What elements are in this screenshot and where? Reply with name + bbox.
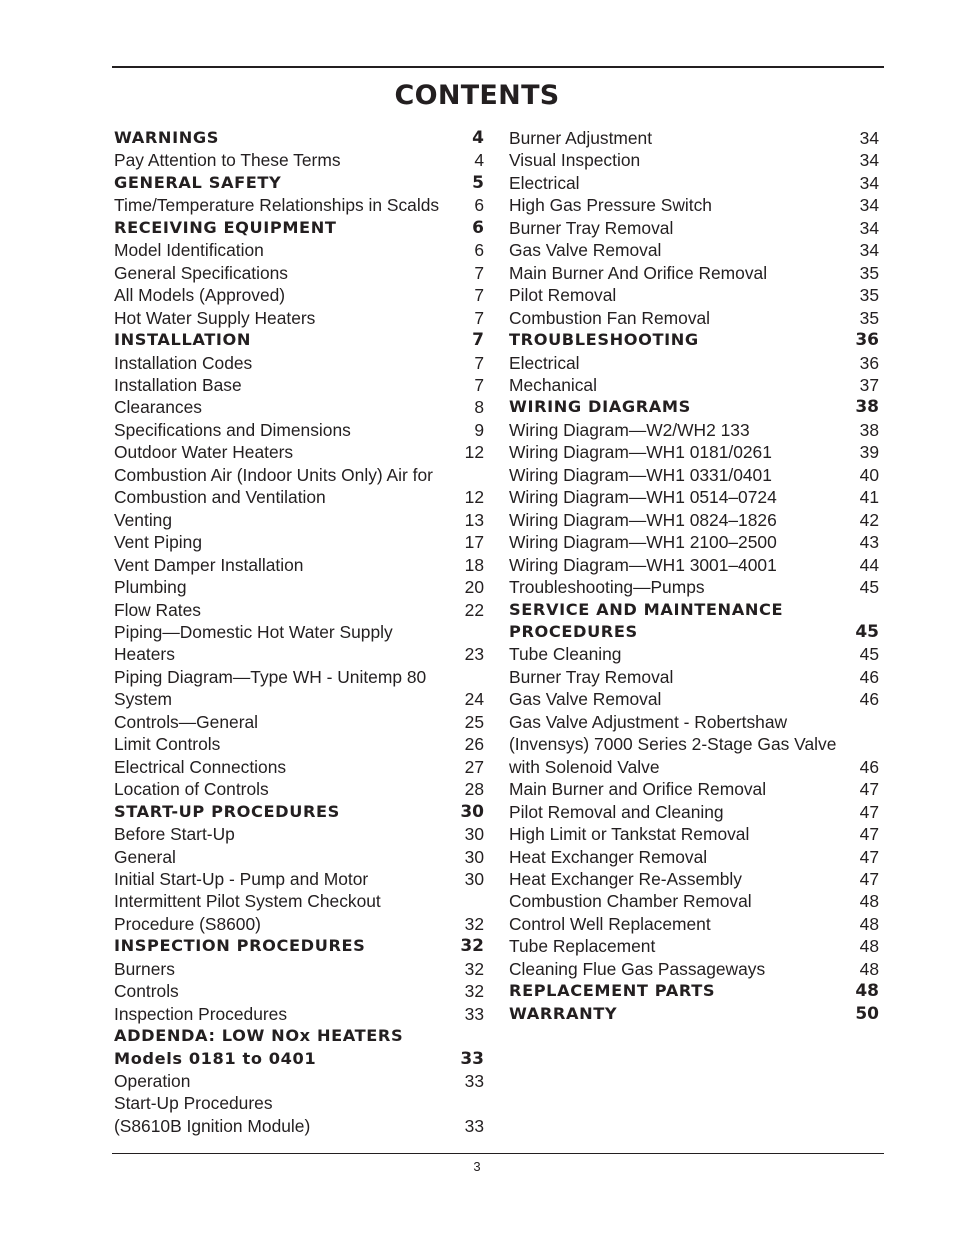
toc-entry-label: Specifications and Dimensions — [114, 419, 351, 440]
toc-entry-page: 34 — [859, 217, 879, 238]
toc-entry — [114, 778, 484, 800]
toc-entry-page: 7 — [474, 285, 484, 306]
toc-entry-page: 30 — [464, 846, 484, 867]
toc-entry-label: Vent Piping — [114, 532, 202, 553]
toc-entry-page: 34 — [859, 195, 879, 216]
toc-entry-label: Wiring Diagram—WH1 0331/0401 — [509, 464, 772, 485]
toc-entry-page: 47 — [859, 824, 879, 845]
toc-entry-page: 37 — [859, 374, 879, 395]
toc-entry — [114, 419, 484, 441]
toc-entry — [509, 419, 879, 441]
toc-entry-label: Burner Tray Removal — [509, 666, 674, 687]
toc-entry-label: WARRANTY — [509, 1003, 618, 1023]
toc-entry-page: 30 — [464, 824, 484, 845]
toc-entry — [509, 643, 879, 665]
toc-entry — [509, 374, 879, 396]
toc-entry-page: 4 — [472, 128, 484, 148]
toc-entry-page: 7 — [472, 330, 484, 351]
toc-entry — [114, 958, 484, 980]
toc-entry — [509, 576, 879, 598]
toc-entry-page: 48 — [859, 958, 879, 979]
toc-entry-page: 47 — [859, 779, 879, 800]
toc-section-heading — [509, 599, 879, 644]
toc-entry — [509, 823, 879, 845]
toc-entry-page: 36 — [855, 330, 879, 351]
toc-entry — [509, 217, 879, 239]
toc-entry — [114, 262, 484, 284]
toc-entry-label: Wiring Diagram—WH1 2100–2500 — [509, 532, 777, 553]
toc-left-column — [114, 127, 484, 1137]
toc-section-heading — [509, 396, 879, 418]
toc-entry-page: 34 — [859, 128, 879, 148]
toc-entry-page: 47 — [859, 868, 879, 889]
toc-entry-page: 26 — [464, 734, 484, 755]
toc-entry — [114, 284, 484, 306]
toc-entry — [114, 599, 484, 621]
bottom-rule — [112, 1153, 884, 1154]
toc-entry-label: Electrical — [509, 172, 580, 193]
toc-entry — [509, 464, 879, 486]
toc-entry-page: 12 — [464, 487, 484, 508]
toc-entry-page: 41 — [859, 487, 879, 508]
toc-entry-label: START-UP PROCEDURES — [114, 801, 340, 821]
toc-entry — [509, 172, 879, 194]
toc-entry-page: 33 — [464, 1003, 484, 1024]
toc-entry-page: 27 — [464, 756, 484, 777]
toc-entry-label: Inspection Procedures — [114, 1003, 288, 1024]
toc-entry — [509, 935, 879, 957]
top-rule — [112, 66, 884, 68]
toc-entry — [114, 711, 484, 733]
toc-entry — [509, 958, 879, 980]
toc-entry — [509, 239, 879, 261]
toc-entry-page: 6 — [474, 195, 484, 216]
toc-entry-page: 36 — [859, 352, 879, 373]
toc-section-heading — [114, 1025, 484, 1070]
toc-entry — [509, 778, 879, 800]
toc-entry-page: 25 — [464, 711, 484, 732]
toc-section-heading — [114, 329, 484, 351]
toc-entry — [114, 576, 484, 598]
toc-entry — [509, 868, 879, 890]
toc-entry-label: Visual Inspection — [509, 150, 641, 171]
toc-entry-label: Vent Damper Installation — [114, 554, 304, 575]
toc-entry-page: 34 — [859, 240, 879, 261]
toc-entry — [114, 352, 484, 374]
toc-entry-label: Tube Replacement — [509, 936, 656, 957]
toc-entry-page: 35 — [859, 285, 879, 306]
toc-entry-page: 48 — [859, 936, 879, 957]
toc-entry-page: 13 — [464, 509, 484, 530]
toc-entry-label: Troubleshooting—Pumps — [509, 577, 705, 598]
toc-entry-label: General — [114, 846, 176, 867]
toc-entry-page: 34 — [859, 172, 879, 193]
toc-entry — [509, 262, 879, 284]
toc-entry — [509, 194, 879, 216]
toc-entry — [114, 307, 484, 329]
toc-entry-label: Tube Cleaning — [509, 644, 622, 665]
toc-entry — [509, 801, 879, 823]
toc-entry-label: Controls — [114, 981, 179, 1002]
toc-entry-page: 33 — [464, 1115, 484, 1136]
toc-entry-page: 45 — [859, 644, 879, 665]
toc-entry-label: WARNINGS — [114, 128, 219, 147]
toc-entry-label: REPLACEMENT PARTS — [509, 981, 716, 1001]
toc-entry-page: 47 — [859, 801, 879, 822]
toc-entry-label: Start-Up Procedures (S8610B Ignition Module) — [114, 1093, 311, 1136]
toc-entry — [114, 1070, 484, 1092]
toc-entry — [114, 823, 484, 845]
toc-entry-label: Burner Adjustment — [509, 128, 653, 148]
toc-entry-label: Wiring Diagram—WH1 3001–4001 — [509, 554, 777, 575]
toc-entry-label: Outdoor Water Heaters — [114, 442, 294, 463]
toc-entry-label: Location of Controls — [114, 779, 269, 800]
toc-entry-page: 28 — [464, 779, 484, 800]
toc-entry — [114, 756, 484, 778]
toc-entry — [509, 531, 879, 553]
toc-entry-label: High Limit or Tankstat Removal — [509, 824, 750, 845]
toc-entry-label: Main Burner And Orifice Removal — [509, 262, 768, 283]
toc-section-heading — [509, 1003, 879, 1025]
toc-entry — [114, 509, 484, 531]
toc-entry-label: Installation Base — [114, 374, 242, 395]
toc-entry-label: Hot Water Supply Heaters — [114, 307, 316, 328]
toc-entry-label: Piping—Domestic Hot Water Supply Heaters — [114, 621, 393, 665]
toc-entry — [114, 464, 484, 509]
toc-entry-page: 30 — [460, 801, 484, 822]
toc-entry-label: Pilot Removal — [509, 285, 617, 306]
toc-entry-label: Mechanical — [509, 374, 597, 395]
toc-entry — [114, 531, 484, 553]
toc-entry-label: Electrical Connections — [114, 756, 287, 777]
toc-entry-label: GENERAL SAFETY — [114, 172, 282, 192]
toc-entry-label: Limit Controls — [114, 734, 221, 755]
toc-entry-page: 12 — [464, 442, 484, 463]
toc-entry — [114, 554, 484, 576]
page-title: CONTENTS — [394, 80, 560, 111]
toc-entry — [114, 846, 484, 868]
toc-right-column — [509, 127, 879, 1025]
toc-entry-page: 32 — [464, 981, 484, 1002]
toc-entry-page: 44 — [859, 554, 879, 575]
toc-entry-page: 46 — [859, 689, 879, 710]
toc-entry-label: Burners — [114, 958, 175, 979]
toc-entry-page: 38 — [859, 419, 879, 440]
toc-entry-page: 20 — [464, 577, 484, 598]
toc-entry-page: 23 — [464, 644, 484, 665]
toc-entry-label: WIRING DIAGRAMS — [509, 397, 691, 417]
toc-entry-label: General Specifications — [114, 262, 288, 283]
toc-entry — [509, 913, 879, 935]
toc-entry-label: High Gas Pressure Switch — [509, 195, 712, 216]
toc-entry-page: 43 — [859, 532, 879, 553]
toc-entry-label: SERVICE AND MAINTENANCE PROCEDURES — [509, 599, 784, 641]
toc-entry — [509, 846, 879, 868]
toc-entry-page: 8 — [474, 397, 484, 418]
toc-entry-label: Initial Start-Up - Pump and Motor — [114, 868, 369, 889]
toc-entry — [114, 890, 484, 935]
toc-entry — [509, 149, 879, 171]
toc-entry-label: Pay Attention to These Terms — [114, 150, 341, 171]
toc-entry-label: Combustion Chamber Removal — [509, 891, 752, 912]
toc-entry-label: Heat Exchanger Removal — [509, 846, 708, 867]
toc-entry-page: 7 — [474, 307, 484, 328]
toc-entry-label: Controls—General — [114, 711, 259, 732]
toc-entry-label: Wiring Diagram—WH1 0514–0724 — [509, 487, 777, 508]
toc-entry-label: TROUBLESHOOTING — [509, 330, 699, 350]
toc-entry — [509, 711, 879, 778]
toc-entry-label: Electrical — [509, 352, 580, 373]
toc-entry — [114, 621, 484, 666]
toc-entry-label: Burner Tray Removal — [509, 217, 674, 238]
toc-entry-page: 7 — [474, 374, 484, 395]
toc-entry-label: Flow Rates — [114, 599, 201, 620]
toc-entry — [509, 486, 879, 508]
toc-entry-page: 45 — [859, 577, 879, 598]
toc-entry — [509, 441, 879, 463]
toc-entry-page: 18 — [464, 554, 484, 575]
toc-entry-page: 30 — [464, 868, 484, 889]
toc-entry — [114, 149, 484, 171]
toc-entry-label: Model Identification — [114, 240, 264, 261]
toc-entry — [509, 509, 879, 531]
toc-entry-page: 35 — [859, 307, 879, 328]
toc-entry-page: 6 — [472, 217, 484, 238]
toc-entry-page: 9 — [474, 419, 484, 440]
toc-entry — [509, 127, 879, 149]
toc-entry-label: Main Burner and Orifice Removal — [509, 779, 767, 800]
toc-entry-page: 7 — [474, 352, 484, 373]
toc-entry-label: Control Well Replacement — [509, 913, 711, 934]
toc-entry-label: Gas Valve Removal — [509, 689, 662, 710]
toc-section-heading — [114, 217, 484, 239]
toc-entry-label: Plumbing — [114, 577, 187, 598]
toc-entry — [509, 307, 879, 329]
toc-entry-page: 47 — [859, 846, 879, 867]
toc-entry-label: Before Start-Up — [114, 824, 235, 845]
toc-entry-label: Wiring Diagram—WH1 0824–1826 — [509, 509, 777, 530]
toc-entry-label: Intermittent Pilot System Checkout Procedure (S8600) — [114, 891, 381, 934]
toc-section-heading — [114, 172, 484, 194]
toc-entry-label: Wiring Diagram—WH1 0181/0261 — [509, 442, 772, 463]
toc-entry-label: Piping Diagram—Type WH - Unitemp 80 System — [114, 666, 427, 710]
toc-entry-page: 48 — [859, 891, 879, 912]
toc-entry-label: INSPECTION PROCEDURES — [114, 936, 366, 956]
toc-entry-page: 40 — [859, 464, 879, 485]
toc-entry-label: Venting — [114, 509, 173, 530]
page-number: 3 — [473, 1159, 481, 1174]
toc-entry-page: 46 — [859, 756, 879, 777]
toc-entry-label: RECEIVING EQUIPMENT — [114, 217, 337, 237]
toc-entry — [114, 868, 484, 890]
toc-entry-page: 45 — [855, 621, 879, 642]
toc-entry — [114, 1092, 484, 1137]
toc-entry-label: Clearances — [114, 397, 202, 418]
toc-entry-page: 33 — [464, 1071, 484, 1092]
toc-entry — [114, 1003, 484, 1025]
toc-entry-page: 6 — [474, 240, 484, 261]
toc-entry-label: Pilot Removal and Cleaning — [509, 801, 724, 822]
toc-section-heading — [114, 127, 484, 149]
toc-entry-label: Heat Exchanger Re-Assembly — [509, 868, 742, 889]
toc-section-heading — [509, 980, 879, 1002]
toc-entry-label: Operation — [114, 1071, 191, 1092]
toc-entry-page: 22 — [464, 599, 484, 620]
toc-entry — [509, 666, 879, 688]
toc-entry-label: Cleaning Flue Gas Passageways — [509, 958, 766, 979]
toc-entry — [114, 666, 484, 711]
toc-entry-label: Installation Codes — [114, 352, 253, 373]
toc-entry — [114, 396, 484, 418]
toc-entry-page: 35 — [859, 262, 879, 283]
toc-entry — [114, 733, 484, 755]
toc-entry-page: 33 — [460, 1048, 484, 1069]
toc-section-heading — [114, 935, 484, 957]
toc-entry — [114, 374, 484, 396]
toc-entry-page: 32 — [464, 913, 484, 934]
toc-entry-label: INSTALLATION — [114, 330, 252, 350]
toc-entry — [509, 284, 879, 306]
toc-entry-page: 50 — [855, 1003, 879, 1024]
toc-entry-page: 7 — [474, 262, 484, 283]
toc-entry — [509, 688, 879, 710]
toc-entry-page: 39 — [859, 442, 879, 463]
toc-entry-label: Gas Valve Adjustment - Robertshaw (Invensys) 7000 Series 2-Stage Gas Valve with Solenoid Valve — [509, 711, 837, 777]
toc-entry-page: 42 — [859, 509, 879, 530]
toc-entry — [114, 980, 484, 1002]
toc-entry-label: ADDENDA: LOW NOx HEATERS Models 0181 to 0401 — [114, 1026, 404, 1068]
toc-entry-label: Combustion Air (Indoor Units Only) Air for Combustion and Ventilation — [114, 464, 433, 508]
toc-entry-label: All Models (Approved) — [114, 285, 286, 306]
toc-entry-page: 17 — [464, 532, 484, 553]
toc-entry-page: 34 — [859, 150, 879, 171]
toc-entry-label: Wiring Diagram—W2/WH2 133 — [509, 419, 750, 440]
toc-entry-page: 32 — [460, 936, 484, 957]
toc-entry-page: 24 — [464, 689, 484, 710]
toc-entry-page: 38 — [855, 397, 879, 418]
toc-entry-label: Combustion Fan Removal — [509, 307, 711, 328]
toc-entry — [114, 441, 484, 463]
toc-entry-page: 5 — [472, 172, 484, 193]
toc-entry-label: Gas Valve Removal — [509, 240, 662, 261]
toc-entry — [509, 352, 879, 374]
toc-entry — [509, 554, 879, 576]
toc-entry — [509, 890, 879, 912]
toc-entry — [114, 194, 484, 216]
toc-section-heading — [509, 329, 879, 351]
toc-entry — [114, 239, 484, 261]
toc-entry-page: 4 — [474, 150, 484, 171]
toc-entry-page: 32 — [464, 958, 484, 979]
toc-entry-page: 48 — [855, 981, 879, 1002]
toc-entry-page: 46 — [859, 666, 879, 687]
toc-entry-label: Time/Temperature Relationships in Scalds — [114, 195, 440, 216]
toc-entry-page: 48 — [859, 913, 879, 934]
toc-section-heading — [114, 801, 484, 823]
